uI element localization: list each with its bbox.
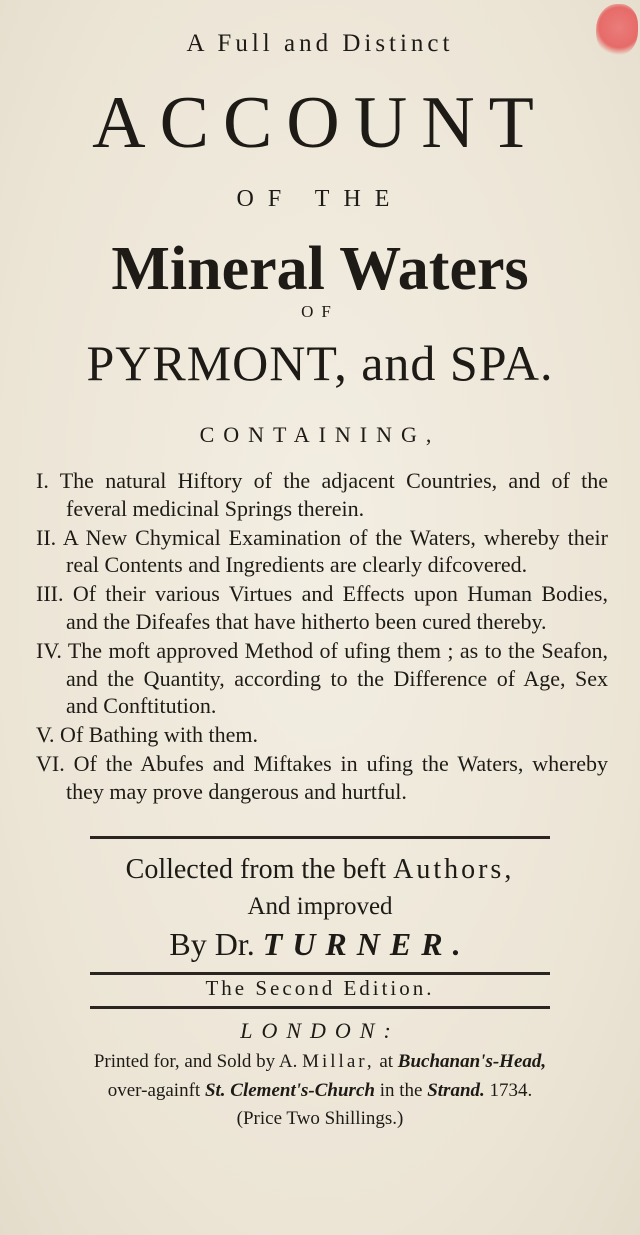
collected-line <box>0 854 640 886</box>
title-mineral-waters: Mineral Waters <box>111 235 529 303</box>
contents-item: VI. Of the Abufes and Miftakes in ufing the Waters, whereby they may prove dangerous and hurtful. <box>36 750 608 804</box>
imprint-printed: Printed for, and Sold by A. <box>93 1051 298 1072</box>
author-prefix: By Dr. <box>169 926 255 962</box>
contents-list <box>36 467 608 807</box>
title-pyrmont-spa: PYRMONT, and SPA. <box>86 335 554 391</box>
contents-item: IV. The moft approved Method of ufing them ; as to the Seafon, and the Quantity, according to the Difference of Age, Sex and Conftitution. <box>36 637 608 719</box>
price-line: (Price Two Shillings.) <box>236 1108 404 1129</box>
imprint-line-2 <box>0 1080 640 1102</box>
collected-authors: Authors, <box>393 854 515 885</box>
contents-item: V. Of Bathing with them. <box>36 722 259 748</box>
title-line-top: A Full and Distinct <box>186 30 454 57</box>
imprint-street: Strand. <box>427 1080 485 1101</box>
imprint-year: 1734. <box>489 1080 533 1101</box>
author-name: TURNER. <box>262 926 471 962</box>
improved-line: And improved <box>247 893 393 920</box>
divider-rule <box>90 1006 550 1009</box>
containing-heading: CONTAINING, <box>199 422 441 447</box>
collected-text: Collected from the beft <box>125 854 387 885</box>
imprint-in-the: in the <box>379 1080 423 1101</box>
author-line <box>0 926 640 963</box>
contents-item: I. The natural Hiftory of the adjacent Countries, and of the feveral medicinal Springs therein. <box>36 468 608 521</box>
divider-rule <box>90 972 550 975</box>
edition-line: The Second Edition. <box>205 976 435 1000</box>
imprint-against: over-againft <box>107 1080 201 1101</box>
contents-item: II. A New Chymical Examination of the Waters, whereby their real Contents and Ingredients are clearly difcovered. <box>36 524 608 578</box>
title-of: OF <box>301 302 339 321</box>
divider-rule <box>90 836 550 839</box>
imprint-shop-sign: Buchanan's-Head, <box>397 1051 547 1072</box>
imprint-publisher: Millar, <box>302 1051 375 1072</box>
imprint-at: at <box>379 1051 394 1072</box>
imprint-city: LONDON: <box>240 1018 400 1043</box>
title-of-the: OF THE <box>236 186 404 212</box>
contents-item: III. Of their various Virtues and Effects upon Human Bodies, and the Difeafes that have hitherto been cured thereby. <box>36 581 608 634</box>
imprint-line-1 <box>0 1051 640 1073</box>
imprint-church: St. Clement's-Church <box>204 1080 375 1101</box>
title-account: ACCOUNT <box>92 82 548 164</box>
